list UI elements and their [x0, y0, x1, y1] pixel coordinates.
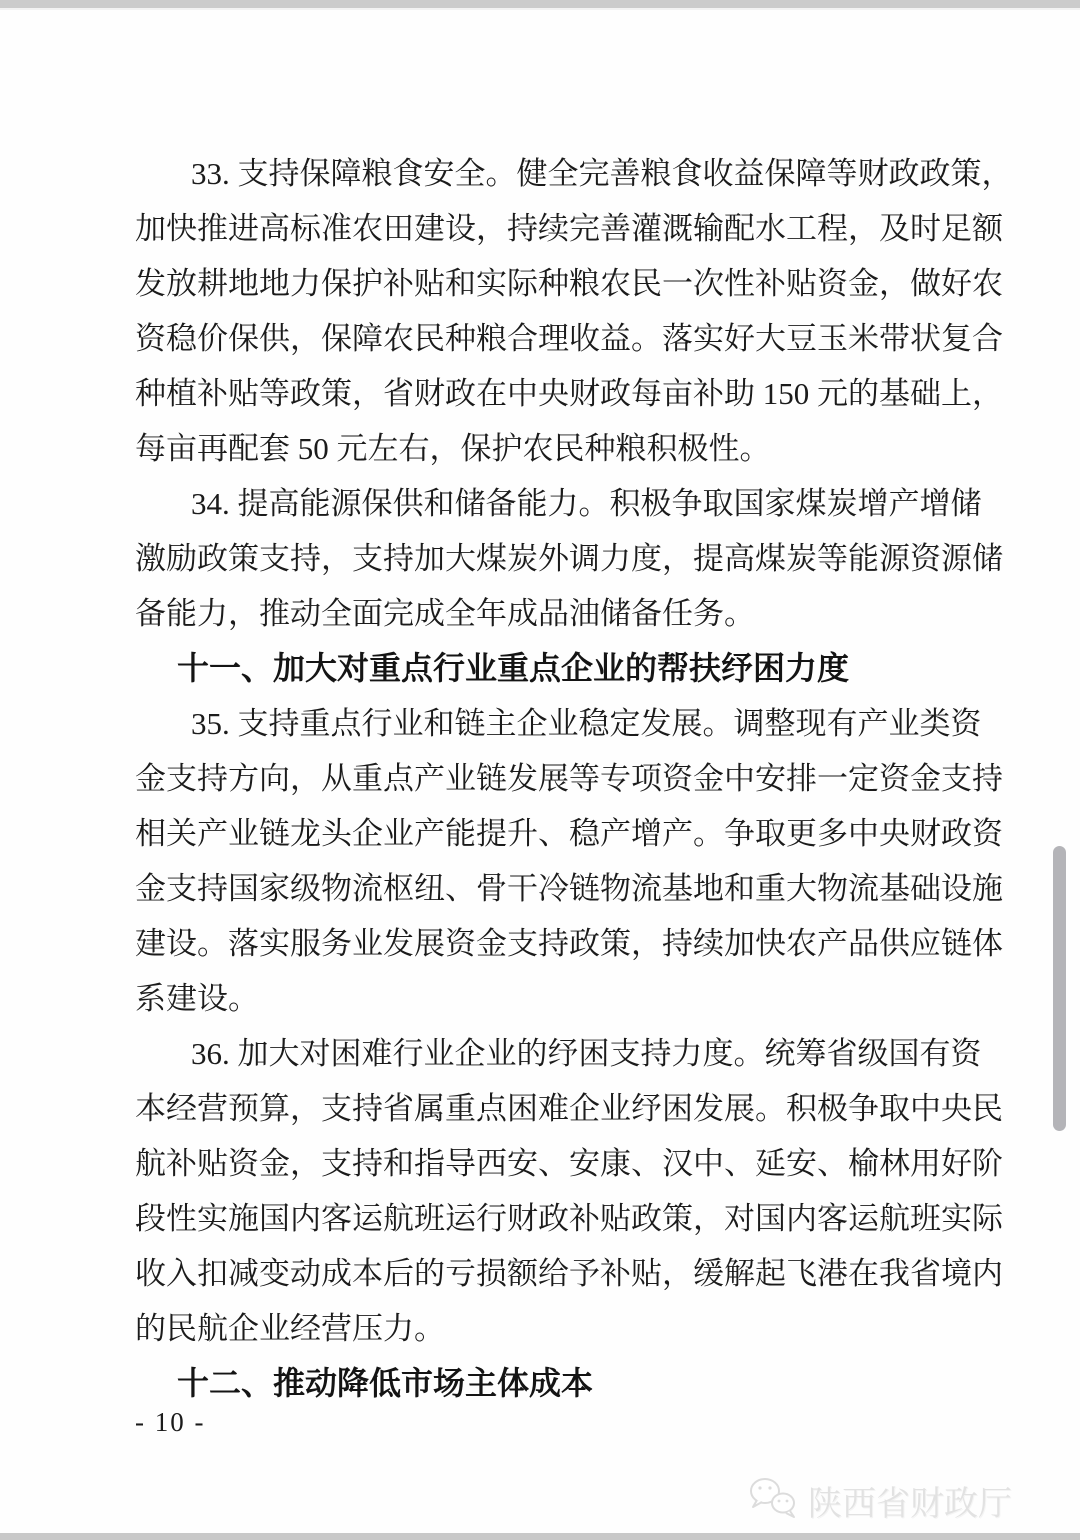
- body-line: 段性实施国内客运航班运行财政补贴政策，对国内客运航班实际: [135, 1201, 1003, 1236]
- body-line: 相关产业链龙头企业产能提升、稳产增产。争取更多中央财政资: [135, 816, 1003, 851]
- paragraph-last-line: 系建设。: [135, 981, 259, 1016]
- body-line: 加快推进高标准农田建设，持续完善灌溉输配水工程，及时足额: [135, 211, 1003, 246]
- section-heading: 十二、推动降低市场主体成本: [177, 1365, 594, 1401]
- paragraph-first-line: 34. 提高能源保供和储备能力。积极争取国家煤炭增产增储: [191, 486, 982, 521]
- body-line: 资稳价保供，保障农民种粮合理收益。落实好大豆玉米带状复合: [135, 321, 1003, 356]
- body-line: 种植补贴等政策，省财政在中央财政每亩补助 150 元的基础上，: [135, 376, 1003, 411]
- body-line: 航补贴资金，支持和指导西安、安康、汉中、延安、榆林用好阶: [135, 1146, 1003, 1181]
- body-line: 本经营预算，支持省属重点困难企业纾困发展。积极争取中央民: [135, 1091, 1003, 1126]
- body-line: 金支持国家级物流枢纽、骨干冷链物流基地和重大物流基础设施: [135, 871, 1003, 906]
- section-heading: 十一、加大对重点行业重点企业的帮扶纾困力度: [177, 650, 850, 686]
- body-line: 金支持方向，从重点产业链发展等专项资金中安排一定资金支持: [135, 761, 1003, 796]
- paragraph-first-line: 36. 加大对困难行业企业的纾困支持力度。统筹省级国有资: [191, 1036, 982, 1071]
- body-line: 发放耕地地力保护补贴和实际种粮农民一次性补贴资金，做好农: [135, 266, 1003, 301]
- watermark: [748, 1475, 1012, 1526]
- paragraph-last-line: 备能力，推动全面完成全年成品油储备任务。: [135, 596, 755, 631]
- body-line: 建设。落实服务业发展资金支持政策，持续加快农产品供应链体: [135, 926, 1003, 961]
- wechat-logo-icon: [748, 1475, 800, 1526]
- top-bar: [0, 0, 1080, 10]
- page-number: - 10 -: [135, 1407, 206, 1437]
- bottom-bar: [0, 1533, 1080, 1540]
- body-line: 激励政策支持，支持加大煤炭外调力度，提高煤炭等能源资源储: [135, 541, 1003, 576]
- paragraph-first-line: 35. 支持重点行业和链主企业稳定发展。调整现有产业类资: [191, 706, 982, 741]
- paragraph-first-line: 33. 支持保障粮食安全。健全完善粮食收益保障等财政政策，: [191, 156, 1013, 191]
- paragraph-last-line: 每亩再配套 50 元左右，保护农民种粮积极性。: [135, 431, 771, 466]
- body-line: 收入扣减变动成本后的亏损额给予补贴，缓解起飞港在我省境内: [135, 1256, 1003, 1291]
- document-body: [135, 146, 1013, 1439]
- watermark-label: 陕西省财政厅: [808, 1485, 1012, 1523]
- scrollbar-thumb[interactable]: [1053, 846, 1066, 1131]
- paragraph-last-line: 的民航企业经营压力。: [135, 1311, 445, 1346]
